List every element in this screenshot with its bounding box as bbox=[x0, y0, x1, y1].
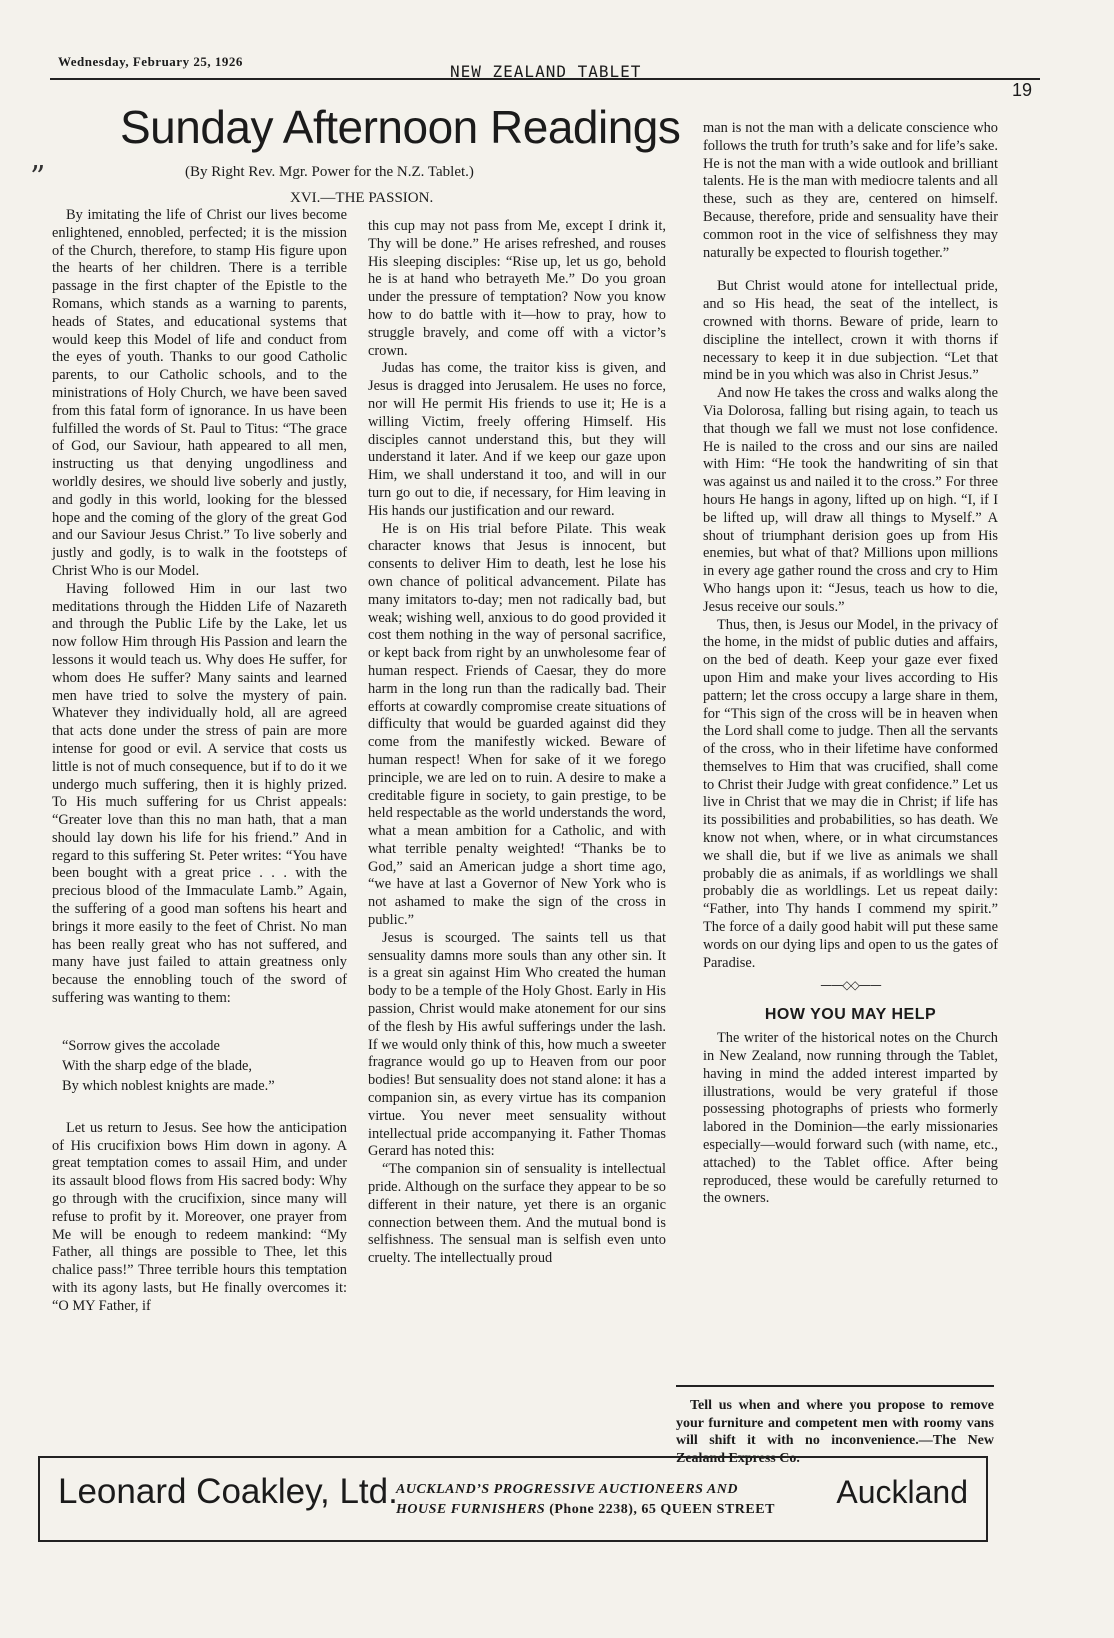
paragraph: Having followed Him in our last two meditations through the Hidden Life of Nazareth and through the Public Life by the Lake, let us now follow Him through His Passion and learn the lessons it would teach us. Why does He suffer, for whom does He suffer? Many saints and learned men have tried to solve the mystery of pain. Whatever they individually hold, all are agreed that acts done under the stress of pain are more intense for good or evil. A service that costs us little is not of much consequence, but if to do it we undergo much suffering, then it is highly prized. To His much suffering for us Christ appeals: “Greater love than this no man hath, that a man should lay down his life for his friend.” And in regard to this suffering St. Peter writes: “You have been bought with a great price . . . with the precious blood of the Immaculate Lamb.” Again, the suffering of a good man softens his heart and brings it more easily to the feet of Christ. No man has been really great who has not suffered, and many have just failed to attain greatness only because the ennobling touch of the sword of suffering was wanting to them: bbox=[52, 580, 347, 1007]
advertiser-name: Leonard Coakley, Ltd. bbox=[58, 1472, 398, 1511]
paragraph: And now He takes the cross and walks along the Via Dolorosa, falling but rising again, to teach us that though we fall we must not lose confidence. He is nailed to the cross and our sins are nailed with Him: “He took the handwriting of sin that was against us and nailed it to the cross.” For three hours He hangs in agony, lifted up on high. “I, if I be lifted up, will draw all things to Myself.” A shout of triumphant derision goes up from His enemies, but what of that? Millions upon millions in every age gather round the cross and cry to Him Who hangs upon it: “Jesus, teach us how to die, Jesus receive our souls.” bbox=[703, 385, 998, 615]
advertiser-phone-address: (Phone 2238), 65 QUEEN STREET bbox=[549, 1502, 775, 1517]
poem-line: With the sharp edge of the blade, bbox=[62, 1057, 253, 1074]
notice-text: Tell us when and where you propose to remove your furniture and competent men with roomy vans will shift it with no inconvenience.—The New Zealand Express Co. bbox=[676, 1398, 994, 1466]
paragraph: this cup may not pass from Me, except I drink it, Thy will be done.” He arises refreshed, and rouses His sleeping disciples: “Rise up, let us go, behold he is at hand who betrayeth Me.” Do you groan under the pressure of temptation? Now you know how to do battle with it—how to pray, how to struggle bravely, and come off with a victor’s crown. bbox=[368, 218, 666, 359]
page-header bbox=[50, 50, 1032, 100]
paragraph: Let us return to Jesus. See how the anticipation of His crucifixion bows Him down in agony. A great temptation comes to assail Him, and under its assault blood flows from His sacred body: Why go through with the crucifixion, since many will refuse to profit by it. Moreover, one prayer from Me will be enough to redeem mankind: “My Father, all things are possible to Thee, let this chalice pass!” Three terrible hours this temptation with its agony lasts, but He finally overcomes it: “O MY Father, if bbox=[52, 1119, 347, 1314]
column-1 bbox=[52, 207, 347, 1316]
page-number: 19 bbox=[1011, 80, 1032, 100]
help-paragraph: The writer of the historical notes on the Church in New Zealand, now running through the Tablet, having in mind the added interest imparted by illustrations, would be very grateful if those possessing photographs of priests who formerly labored in the Dominion—the early missionaries especially—would forward such (with name, etc., attached) to the Tablet office. After being reproduced, these would be carefully returned to the owners. bbox=[703, 1030, 998, 1207]
tagline-furnishers: HOUSE FURNISHERS bbox=[396, 1502, 546, 1517]
block-quote: “The companion sin of sensuality is intellectual pride. Although on the surface they appear to be so different in their nature, yet there is an organic connection between them. And the mutual bond is selfishness. The sensual man is selfish even unto cruelty. The intellectually proud bbox=[368, 1161, 666, 1267]
paragraph: But Christ would atone for intellectual pride, and so His head, the seat of the intellect, is crowned with thorns. Beware of pride, learn to discipline the intellect, crown it with thorns if necessary to keep it in due subjection. “Let that mind be in you which was also in Christ Jesus.” bbox=[703, 278, 998, 384]
ornament-divider: ——◇◇—— bbox=[820, 978, 881, 993]
paragraph: man is not the man with a delicate conscience who follows the truth for truth’s sake and for life’s sake. He is not the man with a wide outlook and brilliant talents. He is the man with mediocre talents and all these, such as they are, centered on himself. Because, therefore, pride and sensuality have their common root in the vice of selfishness they may naturally be expected to flourish together.” bbox=[703, 120, 998, 261]
paragraph: Judas has come, the traitor kiss is given, and Jesus is dragged into Jerusalem. He uses no force, nor will He permit His friends to use it; He is a willing Victim, freely offering Himself. His disciples cannot understand this, but they will understand it later. And if we keep our gaze upon Him, we shall understand it too, and will in our turn go out to die, if necessary, for Him leaving in His hands our justification and our reward. bbox=[368, 360, 666, 519]
article-title: Sunday Afternoon Readings bbox=[120, 101, 681, 153]
poem-quote bbox=[62, 1036, 347, 1096]
express-co-notice bbox=[676, 1385, 994, 1467]
newspaper-name: NEW ZEALAND TABLET bbox=[450, 62, 642, 81]
issue-date: Wednesday, February 25, 1926 bbox=[58, 54, 243, 69]
help-heading: HOW YOU MAY HELP bbox=[764, 1006, 937, 1024]
tagline-line-2 bbox=[396, 1500, 836, 1520]
advertiser-city: Auckland bbox=[836, 1474, 968, 1510]
column-3 bbox=[703, 120, 998, 1208]
poem-line: By which noblest knights are made.” bbox=[62, 1077, 275, 1094]
paragraph: Thus, then, is Jesus our Model, in the privacy of the home, in the midst of public duties and affairs, on the bed of death. Keep your gaze ever fixed upon Him and make your lives according to His pattern; let the cross occupy a large share in them, for “This sign of the cross will be in heaven when the Lord shall come to judge. Then all the servants of the cross, who in their lifetime have conformed themselves to Him that was crucified, shall come to Christ their Judge with great confidence.” Let us live in Christ that we may die in Christ; if life has its possibilities and probabilities, so has death. We know not when, where, or in what circumstances we shall die, but if we live as animals we shall probably die as animals, if as worldlings we shall probably die as worldlings. Let us repeat daily: “Father, into Thy hands I commend my spirit.” The force of a daily good habit will put these same words on our dying lips and open to us the gates of Paradise. bbox=[703, 616, 998, 971]
column-2 bbox=[368, 218, 666, 1268]
tagline-line-1: AUCKLAND’S PROGRESSIVE AUCTIONEERS AND bbox=[396, 1482, 738, 1497]
paragraph: Jesus is scourged. The saints tell us that sensuality damns more souls than any other sin. It is a great sin against Him Who created the human body to be a temple of the Holy Ghost. Early in His passion, Christ would make atonement for our sins of the flesh by His awful sufferings under the lash. If we would only think of this, how much a sweeter fragrance would go up to Heaven from our poor bodies! But sensuality does not stand alone: it has a companion sin, as every virtue has its companion virtue. You never meet sensuality without intellectual pride accompanying it. Father Thomas Gerard has noted this: bbox=[368, 929, 666, 1160]
header-rule bbox=[50, 78, 1040, 80]
paragraph: He is on His trial before Pilate. This weak character knows that Jesus is innocent, but consents to deliver Him to death, lest he lose his own chance of political advancement. Pilate has many imitators to-day; men not radically bad, but weak; wishing well, anxious to do good provided it cost them nothing in the way of personal sacrifice, or kept back from right by an unwholesome fear of human respect. Friends of Caesar, they do more harm in the long run than the radically bad. Their efforts at cowardly compromise create situations of difficulty that would be guarded against did they come from the manifestly wicked. Beware of human respect! When for sake of it we forego principle, we are led on to ruin. A desire to make a creditable figure in society, to gain prestige, to be held respectable as the world understands the word, what a mean ambition for a Catholic, and with what terrible penalty weighted! “Thanks be to God,” said an American judge a short time ago, “we have at last a Governor of New York who is not ashamed to make the sign of the cross in public.” bbox=[368, 520, 666, 929]
section-heading: XVI.—THE PASSION. bbox=[290, 190, 434, 206]
margin-bracket-mark: ” bbox=[30, 160, 46, 195]
paragraph: By imitating the life of Christ our lives become enlightened, ennobled, perfected; it is the mission of the Church, therefore, to stamp His figure upon the hearts of her children. There is a terrible passage in the first chapter of the Epistle to the Romans, which stands as a warning to parents, heads of States, and educational systems that would keep this Model of life and conduct from the eyes of youth. Thanks to our good Catholic parents, to our Catholic schools, and to the ministrations of Holy Church, we have been saved from this fatal form of ignorance. In us have been fulfilled the words of St. Paul to Titus: “The grace of God, our Saviour, hath appeared to all men, instructing us that denying ungodliness and worldly desires, we should live soberly and justly, and godly in this world, looking for the blessed hope and the coming of the glory of the great God and our Saviour Jesus Christ.” To live soberly and justly and godly, is to walk in the footsteps of Christ Who is our Model. bbox=[52, 207, 347, 579]
advertiser-tagline bbox=[396, 1480, 836, 1520]
poem-line: “Sorrow gives the accolade bbox=[62, 1037, 220, 1054]
advertisement-box bbox=[38, 1456, 988, 1542]
article-byline: (By Right Rev. Mgr. Power for the N.Z. Tablet.) bbox=[185, 164, 474, 180]
